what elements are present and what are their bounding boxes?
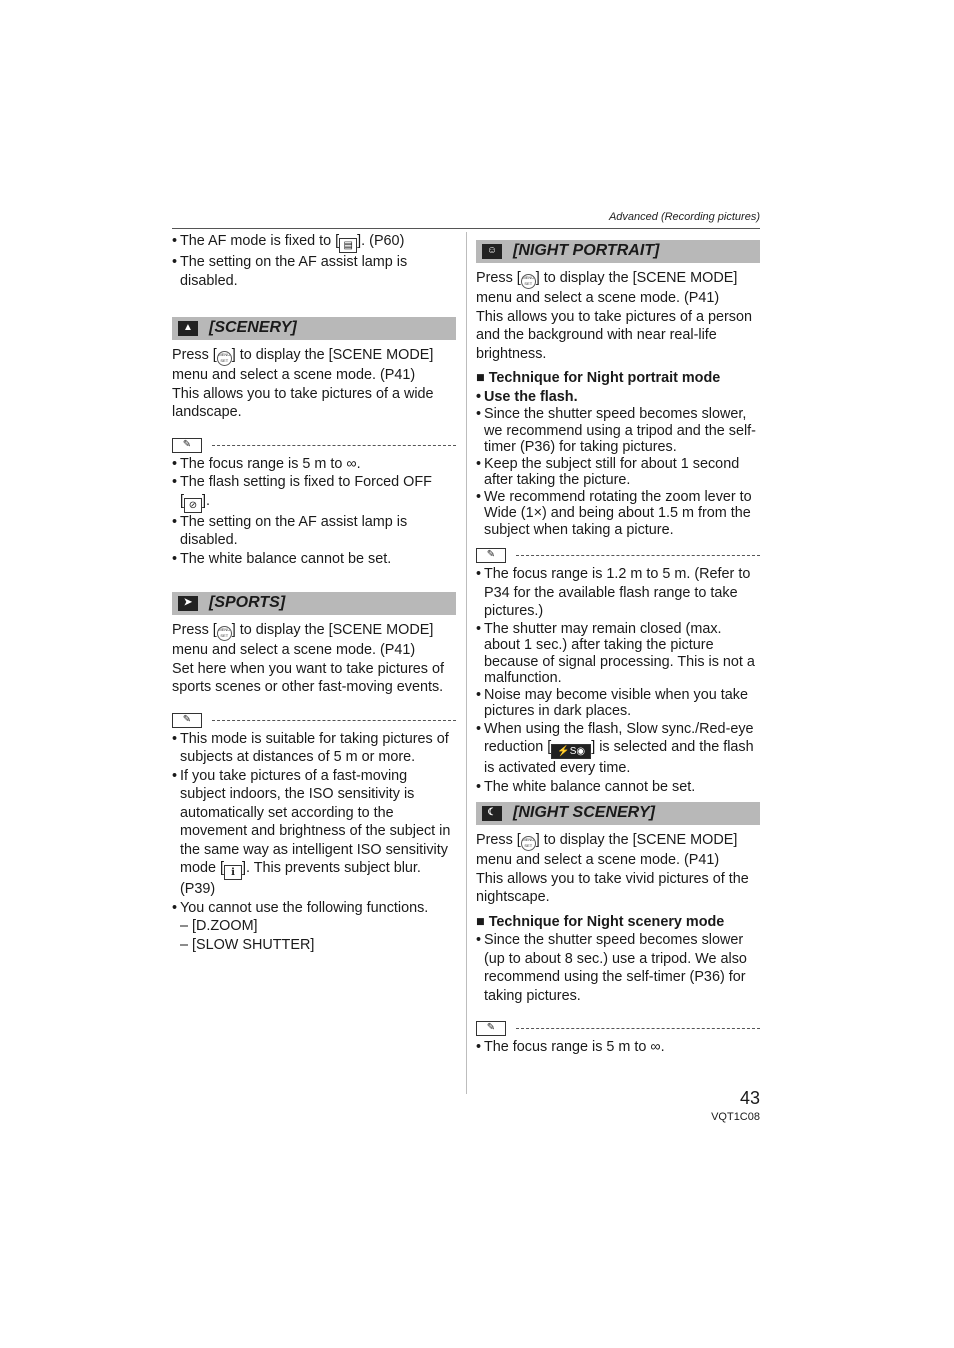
night-scenery-note: • The focus range is 5 m to ∞. xyxy=(476,1038,760,1057)
scenery-description: This allows you to take pictures of a wide landscape. xyxy=(172,385,434,420)
scenery-heading: ▲ [SCENERY] xyxy=(172,317,456,340)
scenery-note: • The white balance cannot be set. xyxy=(172,550,456,569)
menu-set-icon: MENU SET xyxy=(217,351,232,366)
note-icon: ✎ xyxy=(476,1021,506,1036)
night-portrait-technique: • Use the flash. xyxy=(476,388,760,407)
sports-note: • If you take pictures of a fast-moving subject indoors, the ISO sensitivity is automatically set according to the movement and brightness of the subject in the same way as intelligent ISO sensitivity mode [ ℹ ]. This prevents subject blur. (P39) xyxy=(172,767,456,899)
document-code: VQT1C08 xyxy=(711,1111,760,1123)
night-portrait-note: • Noise may become visible when you take pictures in dark places. xyxy=(476,687,760,720)
disabled-function: – [D.ZOOM] xyxy=(180,918,258,934)
right-column xyxy=(476,240,760,1057)
night-portrait-technique: • We recommend rotating the zoom lever to Wide (1×) and being about 1.5 m from the subject when taking a picture. xyxy=(476,489,760,539)
night-scenery-technique: • Since the shutter speed becomes slower (up to about 8 sec.) use a tripod. We also recommend using the self-timer (P36) for taking pictures. xyxy=(476,931,760,1005)
night-portrait-note-header xyxy=(476,546,760,565)
sports-instructions: Press [ MENU SET ] to display the [SCENE MODE] menu and select a scene mode. (P41) xyxy=(172,622,434,658)
af-assist-bullet: • The setting on the AF assist lamp is disabled. xyxy=(172,253,456,290)
note-icon: ✎ xyxy=(476,548,506,563)
flash-slow-redeye-icon: ⚡S◉ xyxy=(551,744,591,759)
running-header: Advanced (Recording pictures) xyxy=(608,211,760,223)
sports-note: • This mode is suitable for taking pictures of subjects at distances of 5 m or more. xyxy=(172,730,456,767)
sports-heading: ➤ [SPORTS] xyxy=(172,592,456,615)
menu-set-icon: MENU SET xyxy=(217,626,232,641)
night-scenery-instructions: Press [ MENU SET ] to display the [SCENE MODE] menu and select a scene mode. (P41) xyxy=(476,832,738,868)
night-scenery-description: This allows you to take vivid pictures of the nightscape. xyxy=(476,870,749,905)
night-portrait-instructions: Press [ MENU SET ] to display the [SCENE MODE] menu and select a scene mode. (P41) xyxy=(476,270,738,306)
menu-set-icon: MENU SET xyxy=(521,836,536,851)
scenery-note-header xyxy=(172,436,456,455)
night-portrait-heading: ☺ [NIGHT PORTRAIT] xyxy=(476,240,760,263)
intelligent-iso-icon: ℹ xyxy=(224,865,242,880)
flash-off-icon: ⊘ xyxy=(184,498,202,513)
night-portrait-note: • The focus range is 1.2 m to 5 m. (Refer to P34 for the available flash range to take pictures.) xyxy=(476,565,760,621)
sports-note-header xyxy=(172,711,456,730)
scenery-note: • The setting on the AF assist lamp is disabled. xyxy=(172,513,456,550)
header-rule xyxy=(172,228,760,229)
scenery-note: • The focus range is 5 m to ∞. xyxy=(172,455,456,474)
note-icon: ✎ xyxy=(172,438,202,453)
night-portrait-technique-title: ■ Technique for Night portrait mode xyxy=(476,370,721,386)
note-icon: ✎ xyxy=(172,713,202,728)
sports-note: • You cannot use the following functions. xyxy=(172,899,456,918)
night-portrait-technique: • Since the shutter speed becomes slower, we recommend using a tripod and the self-timer (P36) for taking pictures. xyxy=(476,406,760,456)
af-mode-bullet: • The AF mode is fixed to [ ▤ ]. (P60) xyxy=(172,232,456,253)
night-portrait-icon: ☺ xyxy=(482,244,502,259)
page-number: 43 xyxy=(739,1088,760,1108)
left-column xyxy=(172,232,456,954)
night-portrait-note: • The shutter may remain closed (max. about 1 sec.) after taking the picture because of signal processing. This is not a malfunction. xyxy=(476,621,760,687)
night-portrait-note: • The white balance cannot be set. xyxy=(476,778,760,797)
menu-set-icon: MENU SET xyxy=(521,274,536,289)
night-portrait-description: This allows you to take pictures of a person and the background with near real-life brightness. xyxy=(476,308,752,362)
af-mode-icon: ▤ xyxy=(339,238,357,253)
scenery-icon: ▲ xyxy=(178,321,198,336)
night-portrait-technique: • Keep the subject still for about 1 second after taking the picture. xyxy=(476,456,760,489)
night-scenery-note-header xyxy=(476,1019,760,1038)
disabled-function: – [SLOW SHUTTER] xyxy=(180,936,315,953)
sports-icon: ➤ xyxy=(178,596,198,611)
sports-description: Set here when you want to take pictures of sports scenes or other fast-moving events. xyxy=(172,660,444,695)
night-scenery-icon: ☾ xyxy=(482,806,502,821)
scenery-note: • The flash setting is fixed to Forced OFF [ ⊘ ]. xyxy=(172,473,456,513)
night-portrait-note: • When using the flash, Slow sync./Red-eye reduction [ ⚡S◉ ] is selected and the flash is activated every time. xyxy=(476,720,760,778)
column-divider xyxy=(466,232,467,1094)
night-scenery-technique-title: ■ Technique for Night scenery mode xyxy=(476,913,725,930)
scenery-instructions: Press [ MENU SET ] to display the [SCENE MODE] menu and select a scene mode. (P41) xyxy=(172,347,434,383)
night-scenery-heading: ☾ [NIGHT SCENERY] xyxy=(476,802,760,825)
